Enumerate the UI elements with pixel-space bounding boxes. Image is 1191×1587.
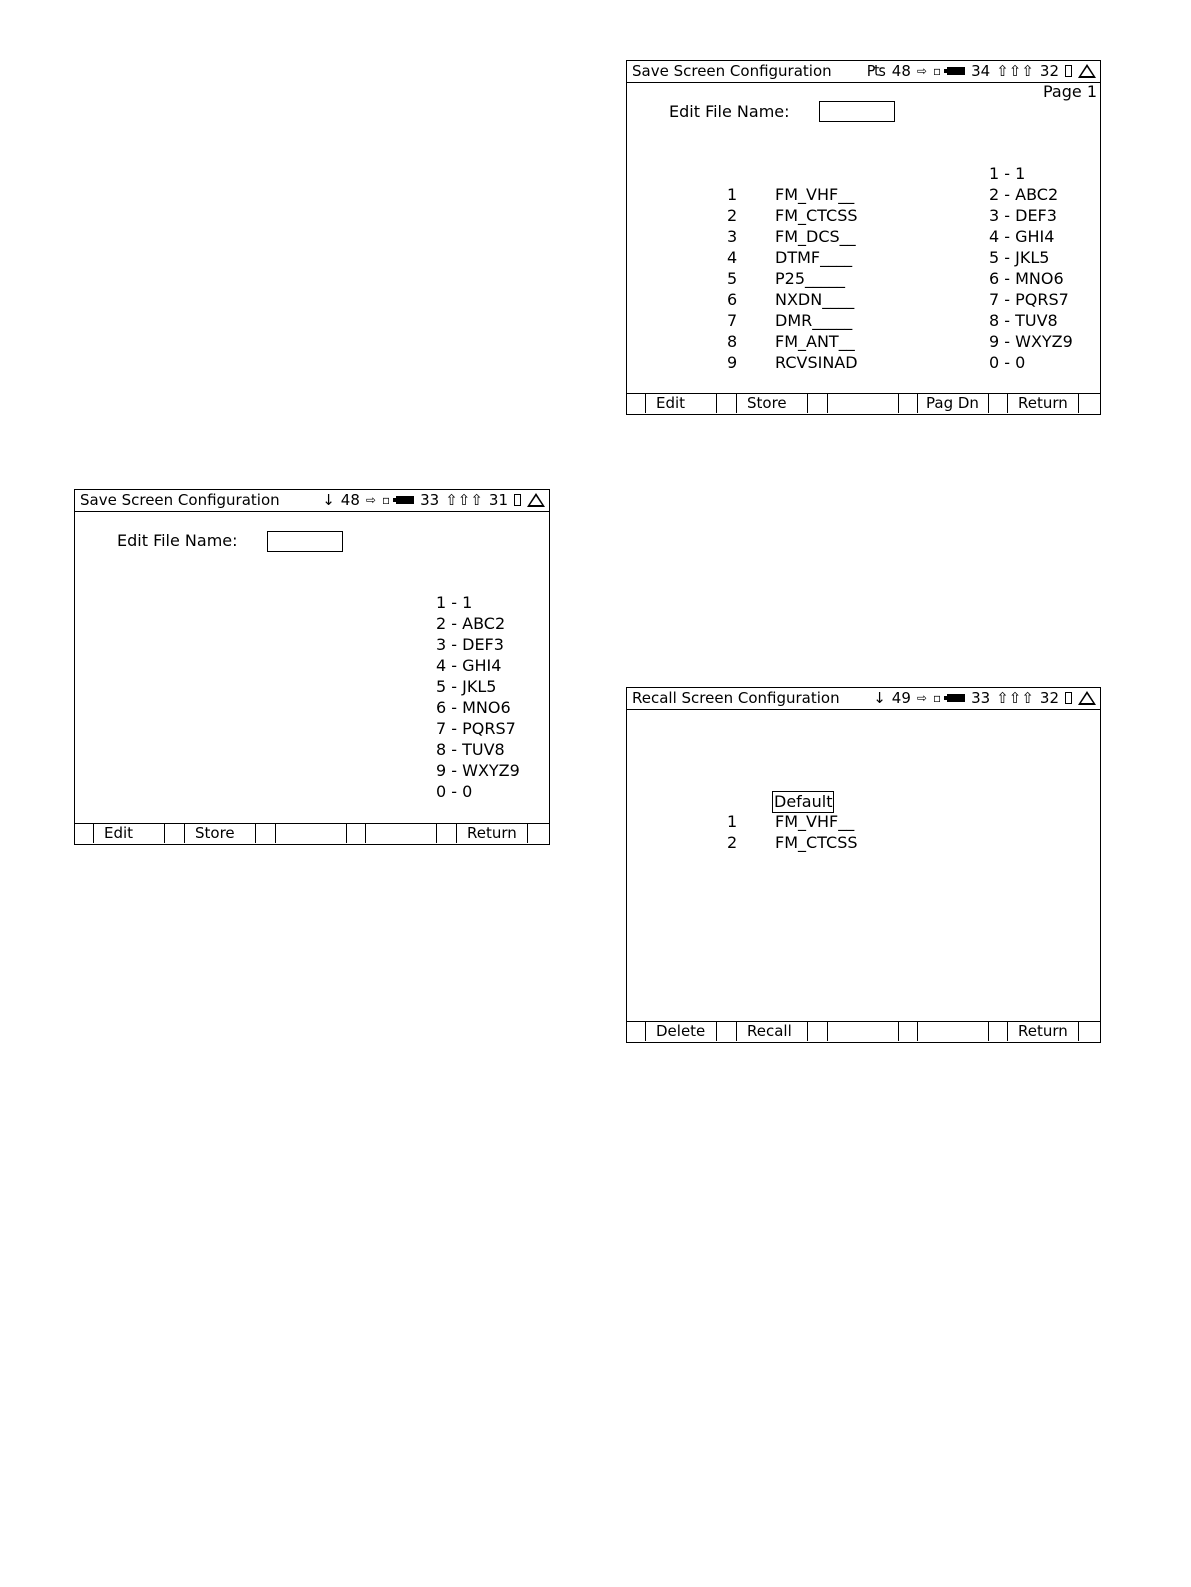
- list-item-default-selected[interactable]: Default: [774, 792, 833, 811]
- keypad-entry: 1 - 1: [989, 164, 1026, 183]
- page-indicator: Page 1: [1043, 82, 1097, 101]
- small-square-icon: ▫: [932, 691, 942, 705]
- keypad-entry: 9 - WXYZ9: [436, 761, 520, 780]
- save-screen-left: [74, 489, 550, 845]
- status-bar: [867, 61, 1096, 81]
- keypad-entry: 9 - WXYZ9: [989, 332, 1073, 351]
- title-bar: [627, 688, 1100, 710]
- warning-icon: [527, 493, 545, 507]
- edit-file-name-label: Edit File Name:: [669, 102, 790, 121]
- battery-icon: [947, 694, 965, 702]
- recall-screen: Recall Screen Configuration ↓ 49 ⇨ ▫ 33 ⇧⇧⇧ 32 Default 1 FM_VHF__ 2 FM_CTCSS Delete Recall Return: [626, 687, 1101, 1043]
- signal-icons: ⇧⇧⇧: [445, 491, 483, 509]
- softkey-blank-1[interactable]: [275, 824, 347, 843]
- battery-value: 34: [971, 62, 991, 80]
- title-bar: [627, 61, 1100, 83]
- warning-icon: [1078, 691, 1096, 705]
- keypad-entry: 5 - JKL5: [436, 677, 497, 696]
- status-value-1: 48: [891, 62, 911, 80]
- keypad-entry: 3 - DEF3: [436, 635, 504, 654]
- plug-icon: ⇨: [916, 691, 927, 705]
- softkey-blank-1[interactable]: [827, 1022, 899, 1041]
- screen-title: Save Screen Configuration: [632, 62, 832, 80]
- keypad-entry: 2 - ABC2: [989, 185, 1059, 204]
- rect-icon: [514, 494, 521, 506]
- softkey-return[interactable]: Return: [1007, 1022, 1079, 1041]
- keypad-entry: 4 - GHI4: [436, 656, 502, 675]
- battery-icon: [947, 67, 965, 75]
- small-square-icon: ▫: [381, 493, 391, 507]
- down-arrow-icon: ↓: [322, 491, 335, 509]
- softkey-recall[interactable]: Recall: [736, 1022, 808, 1041]
- softkey-edit[interactable]: Edit: [93, 824, 165, 843]
- save-screen-top: Save Screen Configuration ₧ 48 ⇨ ▫ 34 ⇧⇧⇧ 32 Page 1 Edit File Name: 1 FM_VHF__ 2 FM_CTCSS 3 FM_DCS__ 4 DTMF____ 5 P25_____ 6 NXDN____ 7 DMR_____ 8 FM_ANT__ 9 RCVSINAD 1 - 1 2 - ABC2 3 - DEF3 4 - GHI4 5 - JKL5 6 - MNO6 7 - PQRS7 8 - TUV8 9 - WXYZ9 0 - 0 Edit Store Pag Dn Return: [626, 60, 1101, 415]
- battery-value: 33: [420, 491, 440, 509]
- keypad-entry: 2 - ABC2: [436, 614, 506, 633]
- softkey-edit[interactable]: Edit: [645, 394, 717, 413]
- status-value-2: 32: [1039, 62, 1059, 80]
- screen-title: Save Screen Configuration: [80, 491, 280, 509]
- keypad-entry: 0 - 0: [436, 782, 473, 801]
- softkey-bar: [627, 393, 1100, 414]
- softkey-store[interactable]: Store: [184, 824, 256, 843]
- status-value-1: 49: [891, 689, 911, 707]
- keypad-entry: 7 - PQRS7: [436, 719, 516, 738]
- softkey-page-down[interactable]: Pag Dn: [917, 394, 989, 413]
- screen-title: Recall Screen Configuration: [632, 689, 840, 707]
- keypad-entry: 8 - TUV8: [436, 740, 505, 759]
- softkey-blank[interactable]: [827, 394, 899, 413]
- keypad-entry: 6 - MNO6: [989, 269, 1064, 288]
- status-value-1: 48: [340, 491, 360, 509]
- status-bar: [322, 490, 545, 510]
- status-value-2: 32: [1039, 689, 1059, 707]
- signal-icons: ⇧⇧⇧: [996, 689, 1034, 707]
- battery-icon: [396, 496, 414, 504]
- softkey-blank-2[interactable]: [365, 824, 437, 843]
- small-square-icon: ▫: [932, 64, 942, 78]
- keypad-entry: 0 - 0: [989, 353, 1026, 372]
- softkey-return[interactable]: Return: [456, 824, 528, 843]
- edit-file-name-label: Edit File Name:: [117, 531, 238, 550]
- keypad-entry: 6 - MNO6: [436, 698, 511, 717]
- softkey-blank-2[interactable]: [917, 1022, 989, 1041]
- keypad-entry: 8 - TUV8: [989, 311, 1058, 330]
- antenna-icon: ₧: [866, 62, 886, 80]
- title-bar: [75, 490, 549, 512]
- signal-icons: ⇧⇧⇧: [996, 62, 1034, 80]
- plug-icon: ⇨: [916, 64, 927, 78]
- keypad-entry: 7 - PQRS7: [989, 290, 1069, 309]
- rect-icon: [1065, 65, 1072, 77]
- status-bar: [873, 688, 1096, 708]
- rect-icon: [1065, 692, 1072, 704]
- plug-icon: ⇨: [365, 493, 376, 507]
- keypad-entry: 3 - DEF3: [989, 206, 1057, 225]
- keypad-entry: 1 - 1: [436, 593, 473, 612]
- keypad-entry: 5 - JKL5: [989, 248, 1050, 267]
- down-arrow-icon: ↓: [873, 689, 886, 707]
- softkey-bar: [627, 1021, 1100, 1042]
- keypad-entry: 4 - GHI4: [989, 227, 1055, 246]
- status-value-2: 31: [488, 491, 508, 509]
- file-name-input[interactable]: [267, 531, 343, 552]
- softkey-bar: [75, 823, 549, 844]
- warning-icon: [1078, 64, 1096, 78]
- softkey-store[interactable]: Store: [736, 394, 808, 413]
- softkey-return[interactable]: Return: [1007, 394, 1079, 413]
- softkey-delete[interactable]: Delete: [645, 1022, 717, 1041]
- file-name-input[interactable]: [819, 101, 895, 122]
- battery-value: 33: [971, 689, 991, 707]
